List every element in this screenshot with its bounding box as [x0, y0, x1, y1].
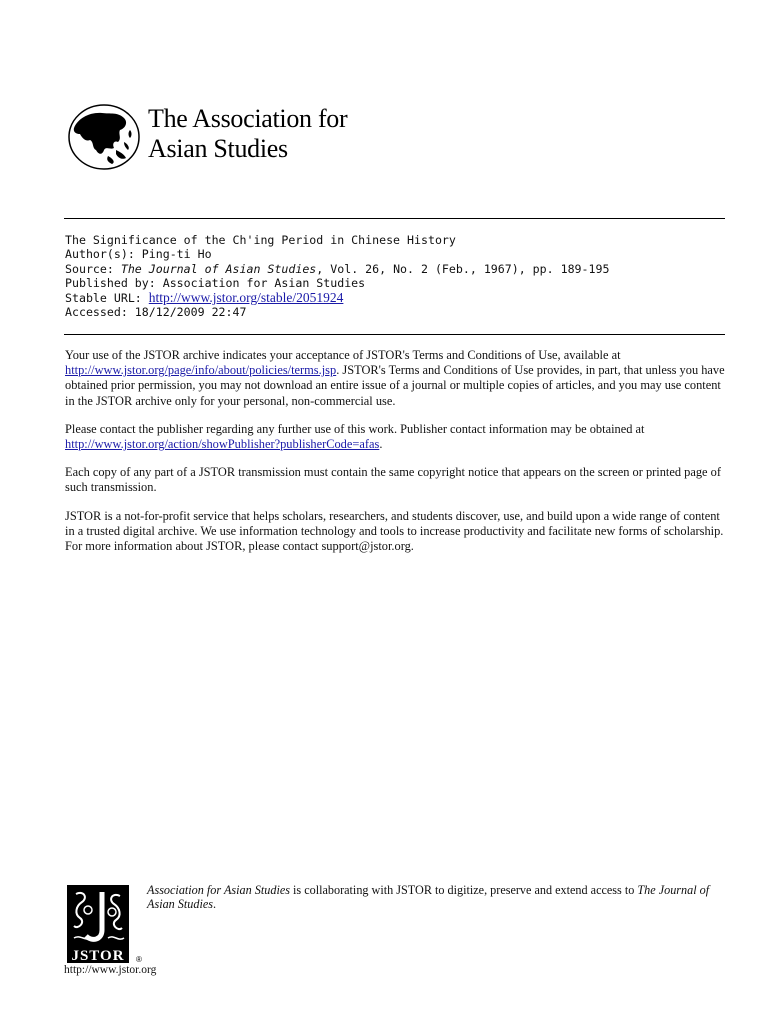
collaboration-note [147, 884, 727, 911]
source-label: Source: [65, 261, 121, 276]
terms-p2-text: Please contact the publisher regarding any further use of this work. Publisher contact information may be obtained at [65, 421, 645, 436]
publisher-logo [68, 98, 358, 178]
terms-of-use [65, 348, 725, 567]
jstor-logo [66, 884, 144, 964]
stable-url-label: Stable URL: [65, 290, 149, 305]
footer-journal: The Journal of Asian Studies [147, 883, 710, 911]
accessed-date: Accessed: 18/12/2009 22:47 [65, 305, 247, 320]
source-details: , Vol. 26, No. 2 (Feb., 1967), pp. 189-195 [316, 261, 610, 276]
article-source [65, 262, 725, 276]
footer-publisher: Association for Asian Studies [147, 883, 290, 897]
stable-url-link[interactable]: http://www.jstor.org/stable/2051924 [148, 289, 344, 305]
source-journal: The Journal of Asian Studies [120, 261, 317, 276]
footer-middle: is collaborating with JSTOR to digitize, preserve and extend access to [289, 883, 638, 897]
terms-p1-text: Your use of the JSTOR archive indicates your acceptance of JSTOR's Terms and Conditions of Use, available at [65, 348, 621, 362]
terms-paragraph-3: Each copy of any part of a JSTOR transmission must contain the same copyright notice that appears on the screen or printed page of such transmission. [65, 465, 721, 495]
terms-paragraph-1 [65, 348, 725, 409]
publisher-logo-text [148, 104, 347, 164]
asia-map-icon [68, 104, 140, 170]
publisher-logo-line2: Asian Studies [148, 134, 288, 163]
jstor-logo-text: JSTOR [71, 948, 125, 964]
article-authors: Author(s): Ping-ti Ho [65, 247, 212, 262]
svg-text:®: ® [136, 955, 142, 964]
terms-p2-rest: . [379, 437, 383, 452]
citation-block [65, 233, 725, 319]
article-publisher: Published by: Association for Asian Studies [65, 276, 366, 291]
terms-paragraph-2 [65, 422, 725, 452]
terms-link[interactable]: http://www.jstor.org/page/info/about/policies/terms.jsp [65, 363, 337, 378]
jstor-logo-icon [66, 884, 144, 964]
terms-p1-rest: . JSTOR's Terms and Conditions of Use provides, in part, that unless you have obtained prior permission, you may not download an entire issue of a journal or multiple copies of articles, and you may use content in the JSTOR archive only for your personal, non-commercial use. [65, 363, 725, 408]
publisher-logo-line1: The Association for [148, 104, 348, 133]
stable-url-line [65, 291, 725, 305]
top-divider [64, 218, 725, 219]
footer-end: . [213, 896, 217, 911]
bottom-divider [64, 334, 725, 335]
article-title: The Significance of the Ch'ing Period in Chinese History [65, 233, 456, 247]
terms-paragraph-4: JSTOR is a not-for-profit service that helps scholars, researchers, and students discover, use, and build upon a wide range of content in a trusted digital archive. We use information technology and tools to increase productivity and facilitate new forms of scholarship. For more information about JSTOR, please contact support@jstor.org. [65, 508, 724, 554]
publisher-contact-link[interactable]: http://www.jstor.org/action/showPublisher?publisherCode=afas [65, 437, 380, 452]
jstor-homepage-link[interactable]: http://www.jstor.org [64, 964, 157, 976]
